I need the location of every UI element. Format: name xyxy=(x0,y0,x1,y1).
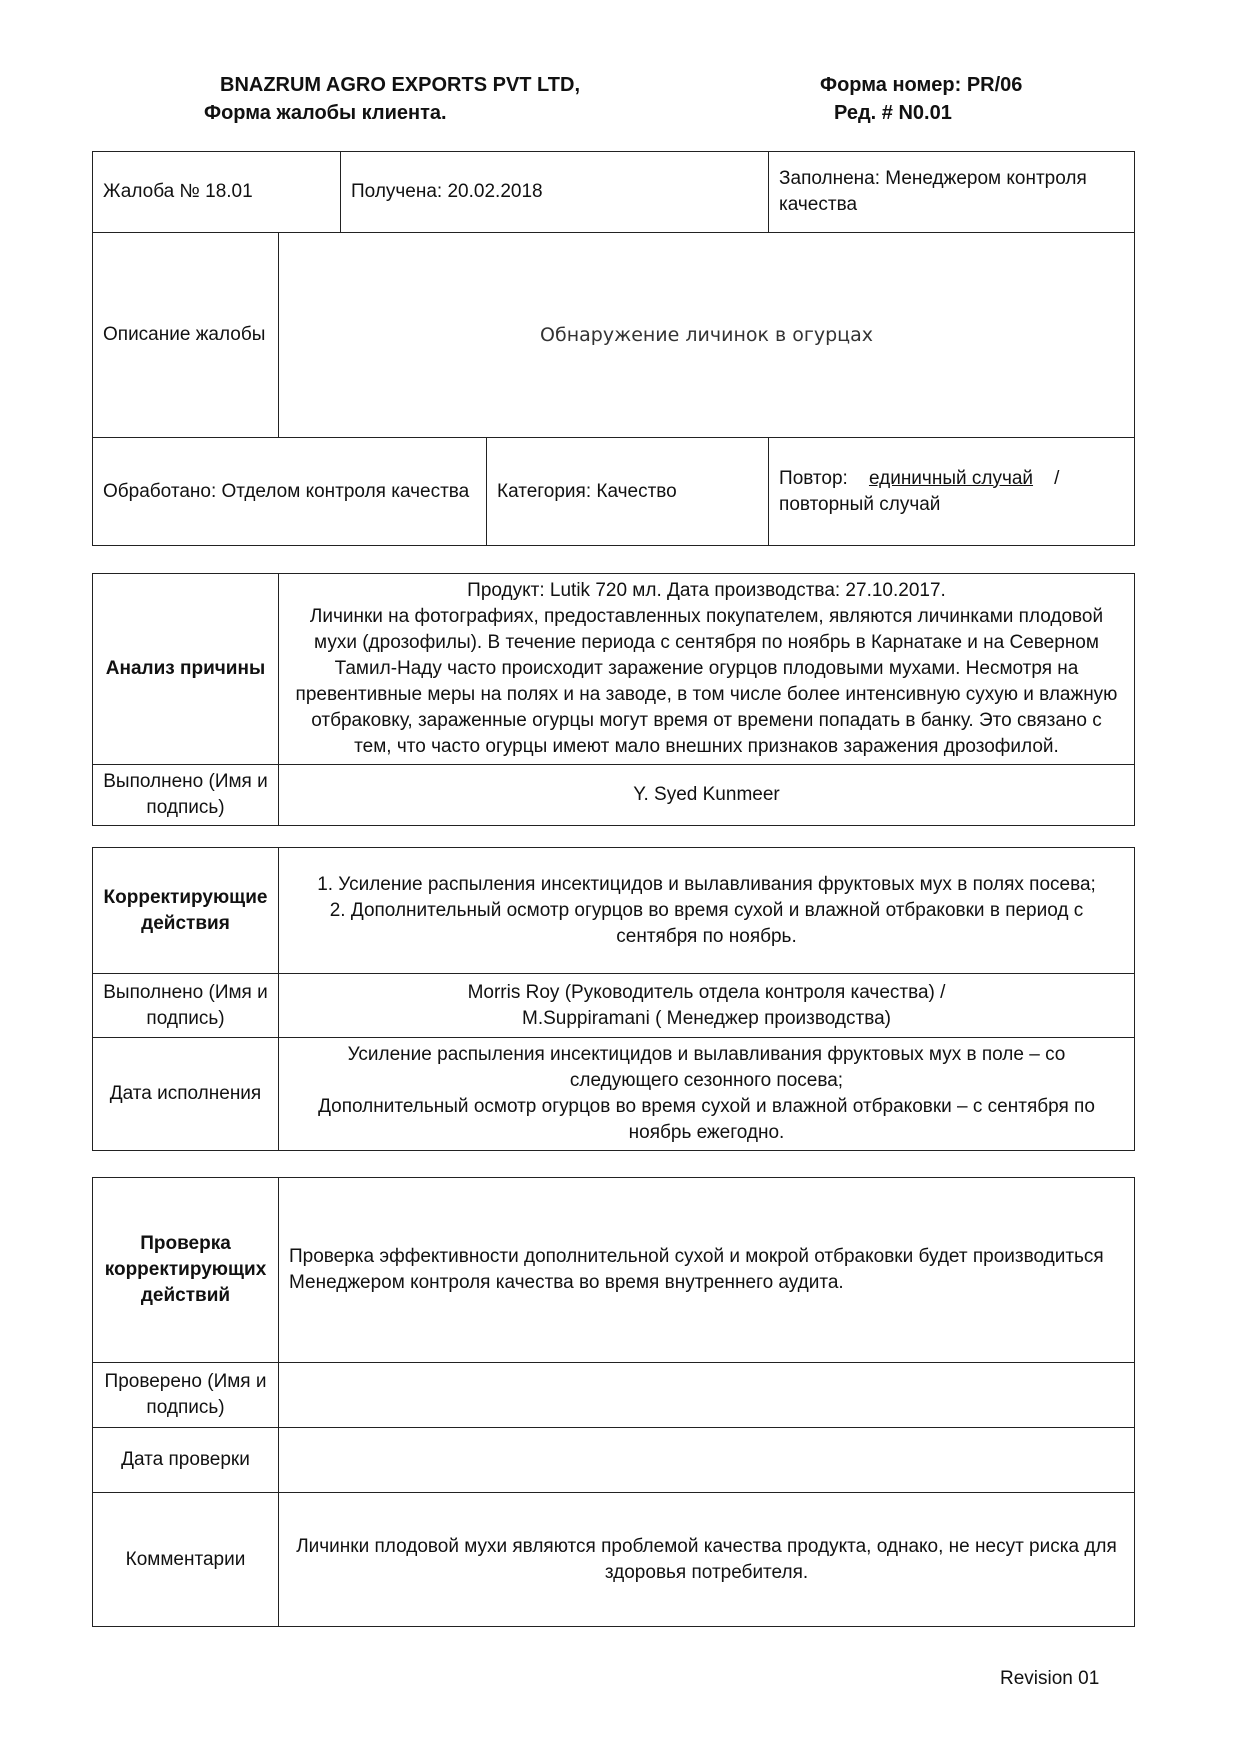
corrective-label: Корректирующие действия xyxy=(93,848,279,974)
verification-line: Менеджером контроля качества во время внутреннего аудита. xyxy=(289,1272,844,1293)
complaint-info-table xyxy=(92,151,1135,546)
corrective-line: 1. Усиление распыления инсектицидов и вылавливания фруктовых мух в полях посева; xyxy=(317,873,1096,895)
comments-line: Личинки плодовой мухи являются проблемой качества продукта, однако, не несут риска для xyxy=(296,1535,1117,1557)
corrective-done-by-line: M.Suppiramani ( Менеджер производства) xyxy=(522,1007,891,1029)
check-date-value xyxy=(279,1428,1135,1493)
completion-date-label: Дата исполнения xyxy=(93,1038,279,1151)
repeat-label: Повтор: xyxy=(779,467,848,489)
complaint-description: Обнаружение личинок в огурцах xyxy=(279,233,1135,438)
repeat-separator: / xyxy=(1054,467,1060,489)
completion-date-line: ноябрь ежегодно. xyxy=(628,1122,785,1143)
verification-table xyxy=(92,1177,1135,1627)
verification-label: Проверка корректирующих действий xyxy=(93,1178,279,1363)
verification-text xyxy=(279,1178,1135,1363)
completion-date-line: следующего сезонного посева; xyxy=(569,1070,844,1091)
repeat-single-option: единичный случай xyxy=(868,467,1034,489)
cause-analysis-table xyxy=(92,573,1135,826)
form-revision: Ред. # N0.01 xyxy=(834,102,952,124)
form-title: Форма жалобы клиента. xyxy=(204,102,447,124)
check-date-label: Дата проверки xyxy=(93,1428,279,1493)
form-header xyxy=(92,74,1132,134)
cause-line: Продукт: Lutik 720 мл. Дата производства: 27.10.2017. xyxy=(467,580,946,601)
cause-line: отбраковку, зараженные огурцы могут время от времени попадать в банку. Это связано с xyxy=(311,710,1102,731)
company-name: BNAZRUM AGRO EXPORTS PVT LTD, xyxy=(220,74,580,96)
checked-by-value xyxy=(279,1363,1135,1428)
cause-line: тем, что часто огурцы имеют мало внешних признаков заражения дрозофилой. xyxy=(354,736,1059,757)
corrective-line: сентября по ноябрь. xyxy=(616,925,797,947)
corrective-line: 2. Дополнительный осмотр огурцов во время сухой и влажной отбраковки в период с xyxy=(329,899,1084,921)
corrective-done-by-line: Morris Roy (Руководитель отдела контроля качества) / xyxy=(467,981,946,1003)
cause-line: Тамил-Наду часто происходит заражение огурцов плодовыми мухами. Несмотря на xyxy=(334,658,1079,679)
cause-line: Личинки на фотографиях, предоставленных покупателем, являются личинками плодовой xyxy=(309,606,1104,627)
complaint-number: Жалоба № 18.01 xyxy=(93,152,341,233)
cause-label: Анализ причины xyxy=(93,574,279,765)
complaint-category: Категория: Качество xyxy=(487,438,769,546)
completion-date-line: Дополнительный осмотр огурцов во время сухой и влажной отбраковки – с сентября по xyxy=(318,1096,1095,1117)
description-label: Описание жалобы xyxy=(93,233,279,438)
cause-done-by: Y. Syed Kunmeer xyxy=(279,765,1135,826)
cause-line: мухи (дрозофилы). В течение периода с сентября по ноябрь в Карнатаке и на Северном xyxy=(314,632,1099,653)
complaint-filled-by: Заполнена: Менеджером контроля качества xyxy=(769,152,1135,233)
completion-date-text xyxy=(279,1038,1135,1151)
corrective-text xyxy=(279,848,1135,974)
corrective-done-by xyxy=(279,974,1135,1038)
cause-text xyxy=(279,574,1135,765)
processed-by: Обработано: Отделом контроля качества xyxy=(93,438,487,546)
comments-line: здоровья потребителя. xyxy=(604,1561,809,1583)
verification-line: Проверка эффективности дополнительной сухой и мокрой отбраковки будет производиться xyxy=(289,1246,1104,1267)
checked-by-label: Проверено (Имя и подпись) xyxy=(93,1363,279,1428)
corrective-actions-table xyxy=(92,847,1135,1151)
comments-label: Комментарии xyxy=(93,1493,279,1627)
repeat-multiple-option: повторный случай xyxy=(779,493,941,515)
form-number: Форма номер: PR/06 xyxy=(820,74,1023,96)
cause-line: превентивные меры на полях и на заводе, в том числе более интенсивную сухую и влажную xyxy=(295,684,1118,705)
cause-done-by-label: Выполнено (Имя и подпись) xyxy=(93,765,279,826)
completion-date-line: Усиление распыления инсектицидов и вылавливания фруктовых мух в поле – со xyxy=(347,1044,1066,1065)
repeat-cell xyxy=(769,438,1135,546)
complaint-received: Получена: 20.02.2018 xyxy=(341,152,769,233)
corrective-done-by-label: Выполнено (Имя и подпись) xyxy=(93,974,279,1038)
comments-text xyxy=(279,1493,1135,1627)
footer-revision: Revision 01 xyxy=(1000,1668,1100,1689)
